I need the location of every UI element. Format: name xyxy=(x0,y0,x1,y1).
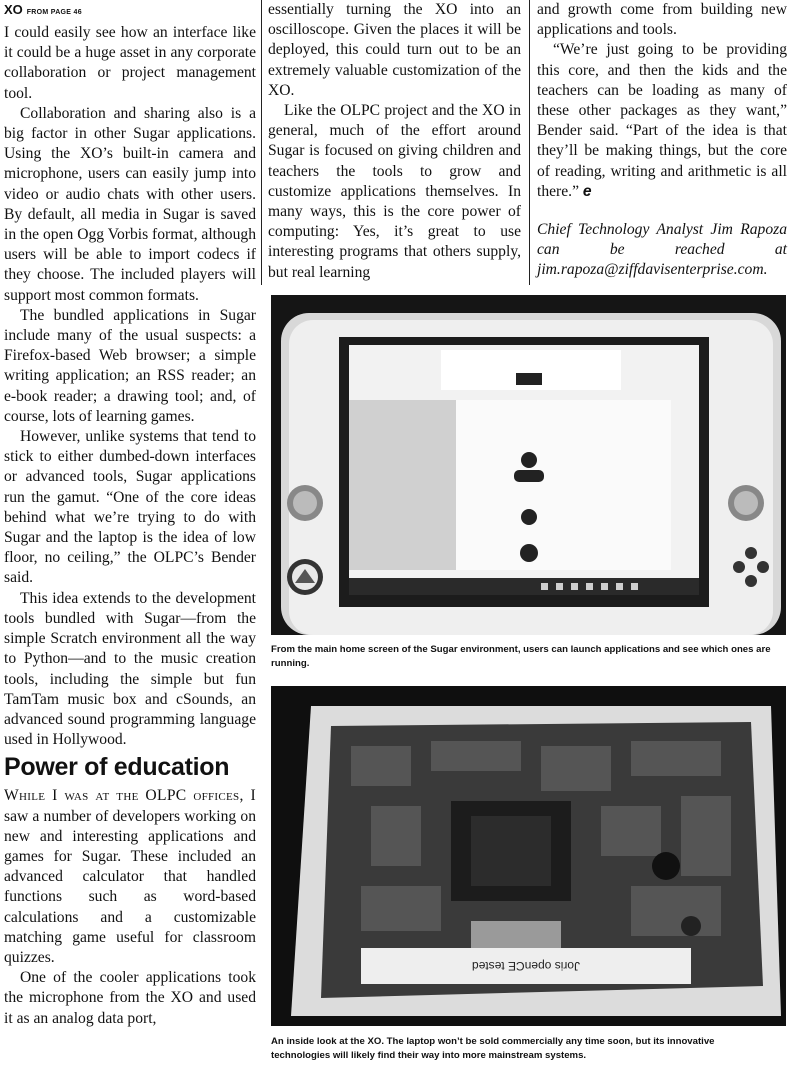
column-rule-1 xyxy=(261,0,262,285)
body-paragraph: However, unlike systems that tend to stick to either dumbed-down interfaces or advanced tools, Sugar applications run the gamut. “One of the core ideas behind what we’re trying to do with Sugar and the laptop is the idea of low floor, no ceiling,” the OLPC’s Bender said. xyxy=(4,428,256,587)
quote-text: “We’re just going to be providing this core, and then the kids and the teachers can be loading as many of these other packages as they want,” Bender said. “Part of the idea is that they’ll be making things, but the core of reading, writing and arithmetic is all there.” xyxy=(537,41,787,200)
body-paragraph: I could easily see how an interface like it could be a huge asset in any corporate collaboration or project management tool. xyxy=(4,24,256,102)
photo-sugar-home-screen xyxy=(271,295,786,635)
photo-xo-motherboard xyxy=(271,686,786,1026)
body-paragraph: and growth come from building new applications and tools. xyxy=(537,1,787,39)
section-heading: Power of education xyxy=(4,753,230,782)
jump-ref: FROM PAGE 46 xyxy=(26,9,82,16)
article-column-1 xyxy=(4,0,256,1029)
end-mark: e xyxy=(582,182,592,200)
body-paragraph: Collaboration and sharing also is a big factor in other Sugar applications. Using the XO’s built-in camera and microphone, users can easily jump into video or audio chats with other users. By default, all media in Sugar is saved in the open Ogg Vorbis format, although users will be able to import codecs if they choose. The included players will support most common formats. xyxy=(4,104,256,304)
body-paragraph: The bundled applications in Sugar include many of the usual suspects: a Firefox-based Web browser; a simple writing application; an RSS reader; an e-book reader; a drawing tool; and, of course, lots of learning games. xyxy=(4,306,256,425)
figure-caption: An inside look at the XO. The laptop won’t be sold commercially any time soon, but its innovative technologies will likely find their way into more mainstream systems. xyxy=(271,1036,715,1061)
lead-in: While I was at the OLPC offices, I xyxy=(4,787,256,805)
article-column-3 xyxy=(537,0,787,281)
body-paragraph: This idea extends to the development tools bundled with Sugar—from the simple Scratch environment all the way to Python—and to the music creation tools, including the simple but fun TamTam music box and cSounds, an advanced sound programming language used in Hollywood. xyxy=(4,589,256,749)
lead-in-rest: saw a number of developers working on new and interesting applications and games for Sugar. These included an advanced calculator that handled functions such as word-based calculations and a customizable matching game useful for classroom quizzes. xyxy=(4,807,256,966)
board-label: Joris openCE tested xyxy=(471,959,581,973)
article-column-2 xyxy=(268,0,521,283)
jump-head: XO xyxy=(4,2,23,17)
column-rule-2 xyxy=(529,0,530,285)
body-paragraph xyxy=(537,40,787,202)
jump-line xyxy=(4,0,256,23)
sugar-home-screen-illustration xyxy=(271,295,786,635)
figure-caption: From the main home screen of the Sugar environment, users can launch applications and see which ones are running. xyxy=(271,644,771,669)
body-paragraph: essentially turning the XO into an oscilloscope. Given the places it will be deployed, this could turn out to be an extremely valuable customization of the XO. xyxy=(268,1,521,99)
body-paragraph: One of the cooler applications took the microphone from the XO and used it as an analog data port, xyxy=(4,969,256,1027)
body-paragraph: Like the OLPC project and the XO in general, much of the effort around Sugar is focused on giving children and teachers the tools to grow and customize applications themselves. In many ways, this is the core power of computing: Yes, it’s great to use interesting programs that others supply, but real learning xyxy=(268,102,521,281)
author-signoff: Chief Technology Analyst Jim Rapoza can be reached at jim.rapoza@ziffdavisenterprise.com. xyxy=(537,221,787,279)
body-paragraph xyxy=(4,786,256,968)
motherboard-illustration xyxy=(271,686,786,1026)
